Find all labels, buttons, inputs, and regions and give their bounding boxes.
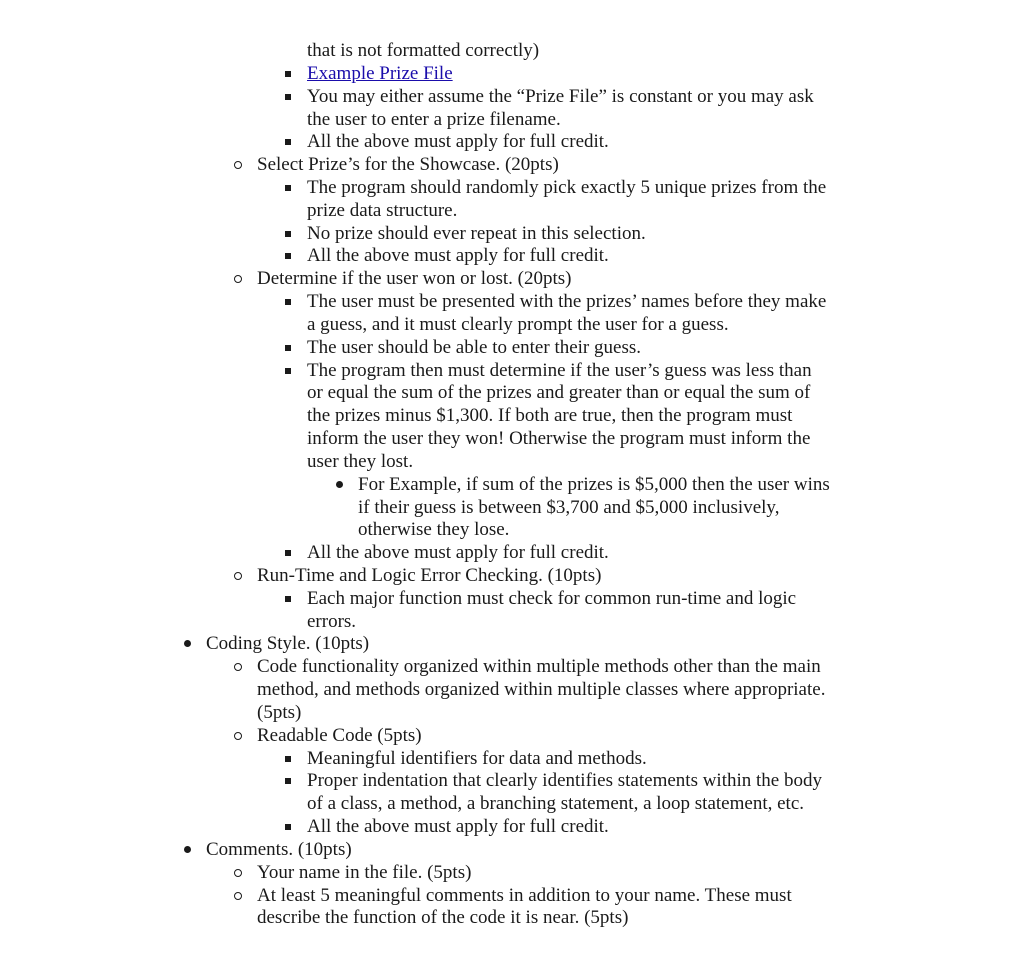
list-item: Comments. (10pts) [206, 838, 352, 861]
circle-bullet-icon [234, 861, 242, 884]
text-line: or equal the sum of the prizes and greater than or equal the sum of [307, 382, 811, 403]
list-item: Meaningful identifiers for data and methods. [307, 747, 647, 770]
list-item: You may either assume the “Prize File” is constant or you may ask [307, 85, 814, 108]
square-bullet-icon [285, 815, 291, 838]
circle-bullet-icon [234, 884, 242, 907]
square-bullet-icon [285, 336, 291, 359]
circle-bullet-icon [234, 564, 242, 587]
text-line: errors. [307, 611, 357, 632]
square-bullet-icon [285, 130, 291, 153]
square-bullet-icon [285, 747, 291, 770]
list-item: The program then must determine if the user’s guess was less than [307, 359, 812, 382]
text-line: that is not formatted correctly) [307, 40, 540, 61]
example-prize-file-link[interactable]: Example Prize File [307, 63, 453, 84]
square-bullet-icon [285, 222, 291, 245]
text-line: of a class, a method, a branching statement, a loop statement, etc. [307, 793, 804, 814]
text-line: if their guess is between $3,700 and $5,000 inclusively, [358, 497, 780, 518]
text-line: the prizes minus $1,300. If both are true, then the program must [307, 405, 793, 426]
list-item: Your name in the file. (5pts) [257, 861, 471, 884]
list-item: Proper indentation that clearly identifies statements within the body [307, 769, 822, 792]
disc-bullet-icon [184, 838, 191, 861]
list-item: The user must be presented with the prizes’ names before they make [307, 290, 826, 313]
list-item: The program should randomly pick exactly 5 unique prizes from the [307, 176, 826, 199]
list-item: No prize should ever repeat in this selection. [307, 222, 646, 245]
circle-bullet-icon [234, 267, 242, 290]
square-bullet-icon [285, 290, 291, 313]
list-item: Each major function must check for common run-time and logic [307, 587, 796, 610]
square-bullet-icon [285, 176, 291, 199]
list-item: The user should be able to enter their guess. [307, 336, 641, 359]
disc-bullet-icon [336, 473, 343, 496]
list-item: Run-Time and Logic Error Checking. (10pts) [257, 564, 601, 587]
text-line: otherwise they lose. [358, 519, 510, 540]
text-line: describe the function of the code it is near. (5pts) [257, 907, 629, 928]
circle-bullet-icon [234, 655, 242, 678]
disc-bullet-icon [184, 632, 191, 655]
list-item [307, 62, 453, 85]
circle-bullet-icon [234, 153, 242, 176]
square-bullet-icon [285, 62, 291, 85]
text-line: user they lost. [307, 451, 414, 472]
list-item: Coding Style. (10pts) [206, 632, 369, 655]
list-item: All the above must apply for full credit. [307, 541, 609, 564]
square-bullet-icon [285, 541, 291, 564]
list-item: Determine if the user won or lost. (20pts) [257, 267, 571, 290]
square-bullet-icon [285, 359, 291, 382]
list-item: All the above must apply for full credit. [307, 244, 609, 267]
text-line: (5pts) [257, 702, 302, 723]
text-line: a guess, and it must clearly prompt the user for a guess. [307, 314, 729, 335]
list-item: At least 5 meaningful comments in addition to your name. These must [257, 884, 792, 907]
square-bullet-icon [285, 244, 291, 267]
square-bullet-icon [285, 85, 291, 108]
square-bullet-icon [285, 769, 291, 792]
list-item: Code functionality organized within multiple methods other than the main [257, 655, 821, 678]
text-line: the user to enter a prize filename. [307, 109, 561, 130]
list-item: For Example, if sum of the prizes is $5,000 then the user wins [358, 473, 830, 496]
text-line: prize data structure. [307, 200, 458, 221]
list-item: Select Prize’s for the Showcase. (20pts) [257, 153, 559, 176]
text-line: method, and methods organized within multiple classes where appropriate. [257, 679, 826, 700]
list-item: Readable Code (5pts) [257, 724, 422, 747]
circle-bullet-icon [234, 724, 242, 747]
list-item: All the above must apply for full credit. [307, 815, 609, 838]
text-line: inform the user they won! Otherwise the program must inform the [307, 428, 811, 449]
square-bullet-icon [285, 587, 291, 610]
list-item: All the above must apply for full credit. [307, 130, 609, 153]
